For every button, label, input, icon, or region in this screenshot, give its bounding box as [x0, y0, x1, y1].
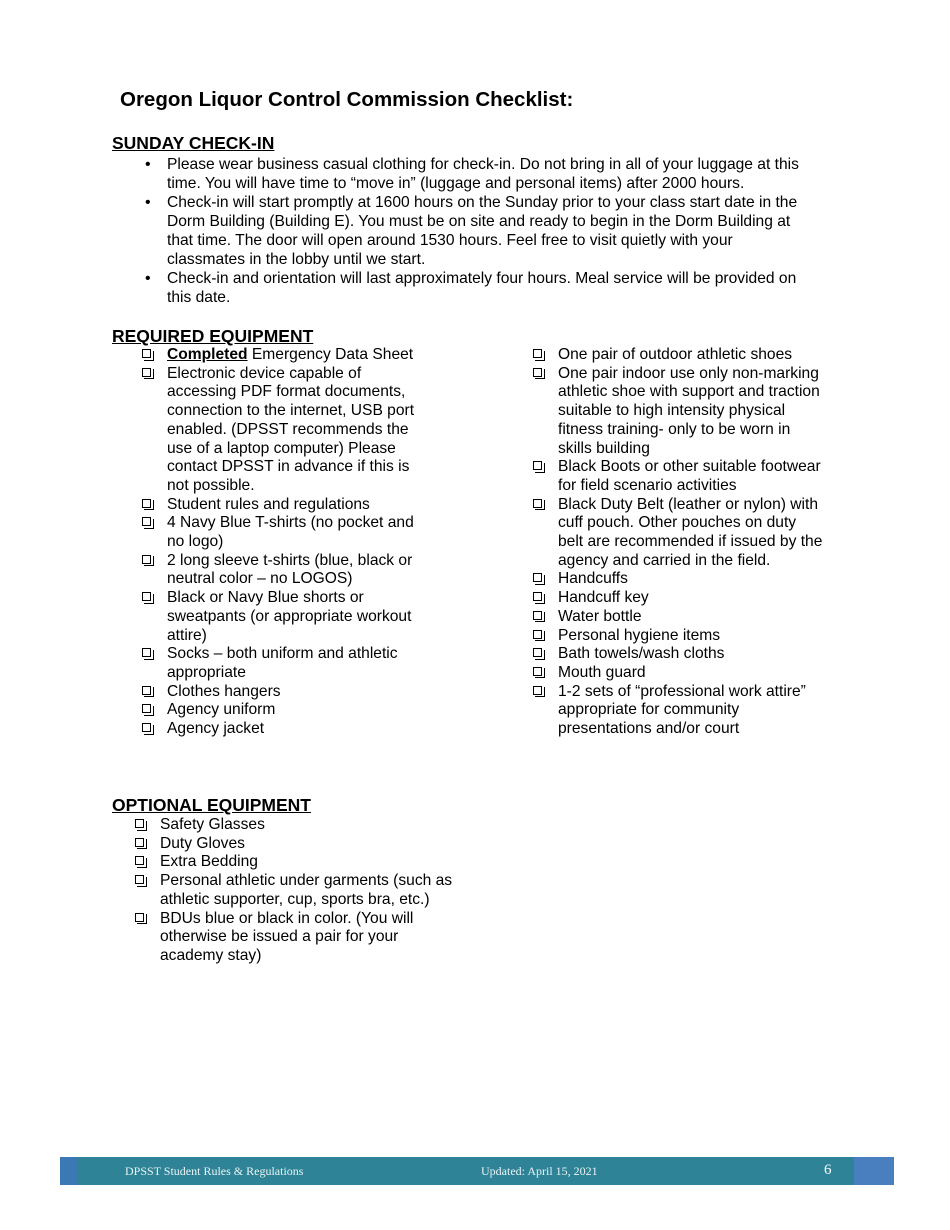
item-text-line: not possible. [167, 476, 255, 494]
checklist-item [167, 683, 452, 702]
checkbox-icon[interactable] [533, 573, 542, 582]
item-text-line: Water bottle [558, 607, 642, 625]
checklist-item [558, 683, 848, 739]
checkbox-icon[interactable] [533, 499, 542, 508]
checklist-item [160, 835, 490, 854]
required-equipment-left-list [167, 346, 452, 739]
item-text-line: Extra Bedding [160, 853, 258, 871]
item-text-line: Duty Gloves [160, 834, 245, 852]
checklist-item [167, 645, 452, 682]
checkbox-icon[interactable] [142, 517, 151, 526]
checklist-item [558, 496, 848, 571]
item-text-line: athletic supporter, cup, sports bra, etc.) [160, 890, 430, 908]
list-item [167, 155, 847, 193]
item-text-line: Personal hygiene items [558, 626, 721, 644]
item-text-line: Handcuffs [558, 570, 628, 588]
item-text-line: otherwise be issued a pair for your [160, 928, 399, 946]
checklist-item [167, 346, 452, 365]
checkbox-icon[interactable] [142, 723, 151, 732]
checklist-item [167, 701, 452, 720]
item-text-line: 1-2 sets of “professional work attire” [558, 682, 806, 700]
checklist-item [160, 872, 490, 909]
required-equipment-right-list [558, 346, 848, 739]
item-text-line: Agency uniform [167, 701, 276, 719]
item-text-line: sweatpants (or appropriate workout [167, 607, 412, 625]
item-text-line: Electronic device capable of [167, 364, 362, 382]
item-text-line: that time. The door will open around 1530 hours. Feel free to visit quietly with your [167, 232, 733, 249]
checklist-item [558, 570, 848, 589]
checkbox-icon[interactable] [533, 630, 542, 639]
checklist-item [558, 664, 848, 683]
item-text-line: 4 Navy Blue T-shirts (no pocket and [167, 514, 414, 532]
page-title: Oregon Liquor Control Commission Checklist: [120, 88, 574, 111]
item-text-line: athletic shoe with support and traction [558, 383, 820, 401]
item-text-line: Mouth guard [558, 663, 646, 681]
item-text-line: One pair indoor use only non-marking [558, 364, 819, 382]
checkbox-icon[interactable] [533, 648, 542, 657]
item-text-line: One pair of outdoor athletic shoes [558, 346, 793, 363]
checklist-item [558, 346, 848, 365]
item-text-line: belt are recommended if issued by the [558, 533, 823, 551]
item-text-line: Check-in and orientation will last approximately four hours. Meal service will be provided on [167, 270, 797, 287]
checkbox-icon[interactable] [135, 875, 144, 884]
item-text-line: Safety Glasses [160, 816, 265, 833]
checkbox-icon[interactable] [142, 686, 151, 695]
checkbox-icon[interactable] [142, 704, 151, 713]
item-text-line: appropriate for community [558, 701, 740, 719]
required-equipment-heading: REQUIRED EQUIPMENT [112, 326, 314, 346]
checklist-item [160, 910, 490, 966]
item-text-line: classmates in the lobby until we start. [167, 251, 426, 268]
checkbox-icon[interactable] [533, 461, 542, 470]
item-text-line: 2 long sleeve t-shirts (blue, black or [167, 551, 413, 569]
checklist-item [558, 608, 848, 627]
checklist-item [160, 816, 490, 835]
optional-equipment-list [160, 816, 490, 966]
item-text-line: connection to the internet, USB port [167, 402, 415, 420]
item-text-line: attire) [167, 626, 207, 644]
checkbox-icon[interactable] [142, 368, 151, 377]
item-text-line: enabled. (DPSST recommends the [167, 420, 409, 438]
checkbox-icon[interactable] [533, 368, 542, 377]
checkbox-icon[interactable] [135, 913, 144, 922]
checkbox-icon[interactable] [135, 819, 144, 828]
item-text-line: fitness training- only to be worn in [558, 420, 791, 438]
checkbox-icon[interactable] [142, 592, 151, 601]
checkbox-icon[interactable] [533, 349, 542, 358]
item-text-line: presentations and/or court [558, 720, 740, 738]
item-text-line: Dorm Building (Building E). You must be on site and ready to begin in the Dorm Building at [167, 213, 791, 230]
list-item [167, 269, 847, 307]
footer-accent [60, 1157, 78, 1185]
item-text-line: Clothes hangers [167, 682, 281, 700]
optional-equipment-heading: OPTIONAL EQUIPMENT [112, 795, 311, 815]
footer-document-title: DPSST Student Rules & Regulations [125, 1164, 304, 1178]
checklist-item [558, 627, 848, 646]
checklist-item [160, 853, 490, 872]
checklist-item [167, 514, 452, 551]
sunday-checkin-heading: SUNDAY CHECK-IN [112, 133, 275, 153]
checkbox-icon[interactable] [142, 349, 151, 358]
item-text-line: Socks – both uniform and athletic [167, 645, 398, 663]
item-text-line: time. You will have time to “move in” (luggage and personal items) after 2000 hours. [167, 175, 745, 192]
item-text-line: Check-in will start promptly at 1600 hours on the Sunday prior to your class start date in the [167, 194, 798, 211]
item-text-line: cuff pouch. Other pouches on duty [558, 514, 797, 532]
checklist-item [167, 720, 452, 739]
page-number: 6 [824, 1162, 832, 1178]
checkbox-icon[interactable] [142, 648, 151, 657]
item-text-line: Bath towels/wash cloths [558, 645, 725, 663]
list-item [167, 193, 847, 269]
checkbox-icon[interactable] [135, 838, 144, 847]
page-footer [60, 1157, 894, 1185]
item-text-line: skills building [558, 439, 650, 457]
item-text-line: Black or Navy Blue shorts or [167, 589, 364, 607]
item-text-line: Personal athletic under garments (such as [160, 872, 453, 890]
item-text-line: no logo) [167, 533, 224, 551]
checklist-item [167, 589, 452, 645]
item-text-line: Please wear business casual clothing for check-in. Do not bring in all of your luggage at this [167, 156, 799, 173]
item-text-line: Black Duty Belt (leather or nylon) with [558, 495, 818, 513]
item-text-line: appropriate [167, 663, 246, 681]
checkbox-icon[interactable] [533, 592, 542, 601]
item-text-line: use of a laptop computer) Please [167, 439, 396, 457]
item-text-line: Agency jacket [167, 720, 265, 738]
item-text-line: BDUs blue or black in color. (You will [160, 909, 414, 927]
item-text-line: neutral color – no LOGOS) [167, 570, 353, 588]
checkbox-icon[interactable] [135, 856, 144, 865]
checklist-item [558, 365, 848, 459]
item-text-line: Emergency Data Sheet [247, 346, 414, 363]
footer-page-block [854, 1157, 894, 1185]
item-text-line: suitable to high intensity physical [558, 402, 786, 420]
item-text-line: this date. [167, 289, 231, 306]
checklist-item [558, 645, 848, 664]
checkbox-icon[interactable] [533, 611, 542, 620]
checkbox-icon[interactable] [533, 667, 542, 676]
completed-emphasis: Completed [167, 346, 248, 363]
checklist-item [167, 496, 452, 515]
checklist-item [167, 552, 452, 589]
checkbox-icon[interactable] [142, 499, 151, 508]
checklist-item [558, 458, 848, 495]
checklist-item [167, 365, 452, 496]
item-text-line: for field scenario activities [558, 476, 737, 494]
checkbox-icon[interactable] [142, 555, 151, 564]
item-text-line: academy stay) [160, 946, 262, 964]
checkbox-icon[interactable] [533, 686, 542, 695]
item-text-line: Handcuff key [558, 589, 649, 607]
footer-updated-date: Updated: April 15, 2021 [481, 1164, 598, 1178]
checklist-item [558, 589, 848, 608]
item-text-line: accessing PDF format documents, [167, 383, 406, 401]
item-text-line: Student rules and regulations [167, 495, 370, 513]
item-text-line: agency and carried in the field. [558, 551, 771, 569]
sunday-checkin-list [167, 155, 847, 307]
item-text-line: contact DPSST in advance if this is [167, 458, 410, 476]
item-text-line: Black Boots or other suitable footwear [558, 458, 821, 476]
